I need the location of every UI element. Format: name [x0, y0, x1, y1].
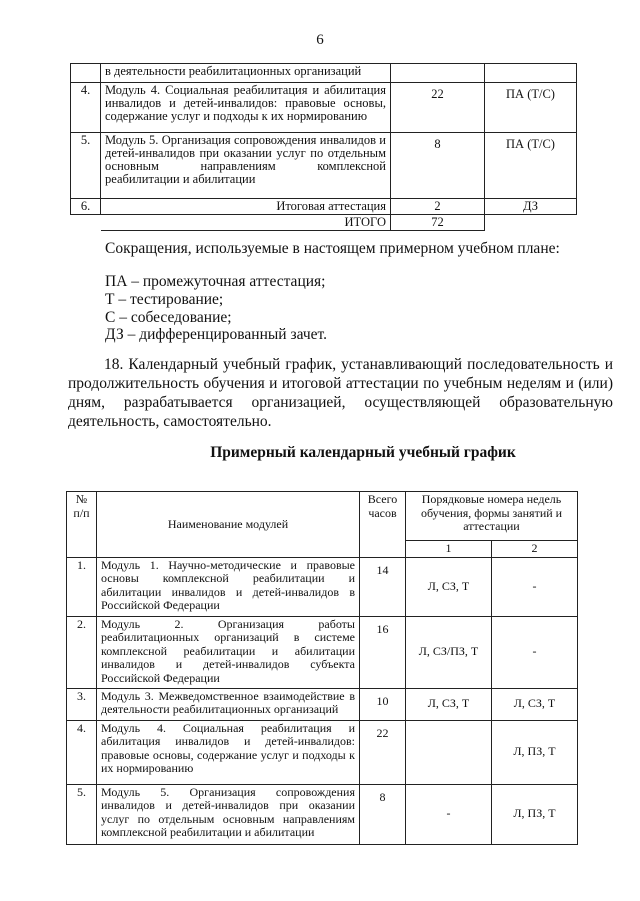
module-name: Модуль 4. Социальная реабилитация и абилитация инвалидов и детей-инвалидов: правовые основы, содержание услуг и подходы к их нормированию [101, 83, 391, 133]
table-row [67, 688, 578, 720]
table-row [67, 557, 578, 616]
row-number: 2. [67, 616, 97, 688]
hours-cell: 22 [360, 720, 406, 784]
module-name: Модуль 4. Социальная реабилитация и абилитация инвалидов и детей-инвалидов: правовые основы, содержание услуг и подходы к их нормированию [97, 720, 360, 784]
week-2-cell: Л, ПЗ, Т [492, 720, 578, 784]
paragraph-18: 18. Календарный учебный график, устанавливающий последовательность и продолжительность обучения и итоговой аттестации по учебным неделям и (или) дням, разрабатывается организацией, осуществляющей образовательную деятельность, самостоятельно. [68, 356, 613, 430]
week-2-cell: Л, СЗ, Т [492, 688, 578, 720]
module-name: Модуль 5. Организация сопровождения инвалидов и детей-инвалидов при оказании услуг по отдельным основным направлениям комплексной реабилитации и абилитации [97, 784, 360, 844]
table-row [67, 720, 578, 784]
hours-cell: 10 [360, 688, 406, 720]
hours-cell [391, 64, 485, 83]
abbreviations-intro: Сокращения, используемые в настоящем примерном учебном плане: [105, 240, 560, 257]
total-hours: 72 [391, 215, 485, 231]
hours-cell: 2 [391, 199, 485, 215]
total-label: ИТОГО [101, 215, 391, 231]
row-number: 4. [71, 83, 101, 133]
assessment-form-cell: ПА (Т/С) [485, 133, 577, 199]
module-name: Модуль 5. Организация сопровождения инвалидов и детей-инвалидов при оказании услуг по отдельным основным направлениям комплексной реабилитации и абилитации [101, 133, 391, 199]
hours-cell: 8 [360, 784, 406, 844]
week-1-cell: Л, СЗ, Т [406, 557, 492, 616]
row-number: 6. [71, 199, 101, 215]
table-row [71, 133, 577, 199]
row-number: 4. [67, 720, 97, 784]
table-row [71, 199, 577, 215]
table-row [67, 784, 578, 844]
module-name: Модуль 3. Межведомственное взаимодействие в деятельности реабилитационных организаций [97, 688, 360, 720]
week-1-cell [406, 720, 492, 784]
week-1-cell: Л, СЗ/ПЗ, Т [406, 616, 492, 688]
row-number: 3. [67, 688, 97, 720]
schedule-title: Примерный календарный учебный график [210, 444, 516, 461]
table-row [67, 616, 578, 688]
total-row [71, 215, 577, 231]
table-row [71, 64, 577, 83]
assessment-form-cell: ДЗ [485, 199, 577, 215]
calendar-schedule-table [66, 491, 578, 845]
abbreviation-item: ДЗ – дифференцированный зачет. [105, 326, 328, 343]
header-num: № п/п [67, 492, 97, 558]
curriculum-table-continuation [70, 63, 577, 231]
week-1-cell: - [406, 784, 492, 844]
abbreviation-item: ПА – промежуточная аттестация; [105, 273, 326, 290]
hours-cell: 22 [391, 83, 485, 133]
hours-cell: 14 [360, 557, 406, 616]
row-number: 1. [67, 557, 97, 616]
module-name: Итоговая аттестация [101, 199, 391, 215]
assessment-form-cell [485, 64, 577, 83]
header-hours: Всего часов [360, 492, 406, 558]
week-2-cell: - [492, 616, 578, 688]
abbreviation-item: Т – тестирование; [105, 291, 224, 308]
week-2-cell: - [492, 557, 578, 616]
header-week-2: 2 [492, 541, 578, 558]
row-number: 5. [71, 133, 101, 199]
page-number: 6 [316, 32, 324, 48]
header-row [67, 492, 578, 541]
week-2-cell: Л, ПЗ, Т [492, 784, 578, 844]
header-week-1: 1 [406, 541, 492, 558]
hours-cell: 8 [391, 133, 485, 199]
row-number [71, 64, 101, 83]
module-name: Модуль 1. Научно-методические и правовые основы комплексной реабилитации и абилитации инвалидов и детей-инвалидов в Российской Федерации [97, 557, 360, 616]
table-row [71, 83, 577, 133]
module-name: в деятельности реабилитационных организаций [101, 64, 391, 83]
abbreviation-item: С – собеседование; [105, 309, 232, 326]
header-name: Наименование модулей [97, 492, 360, 558]
assessment-form-cell: ПА (Т/С) [485, 83, 577, 133]
module-name: Модуль 2. Организация работы реабилитационных организаций в системе комплексной реабилитации и абилитации инвалидов и детей-инвалидов субъекта Российской Федерации [97, 616, 360, 688]
row-number: 5. [67, 784, 97, 844]
hours-cell: 16 [360, 616, 406, 688]
header-weeks: Порядковые номера недель обучения, формы занятий и аттестации [406, 492, 578, 541]
week-1-cell: Л, СЗ, Т [406, 688, 492, 720]
